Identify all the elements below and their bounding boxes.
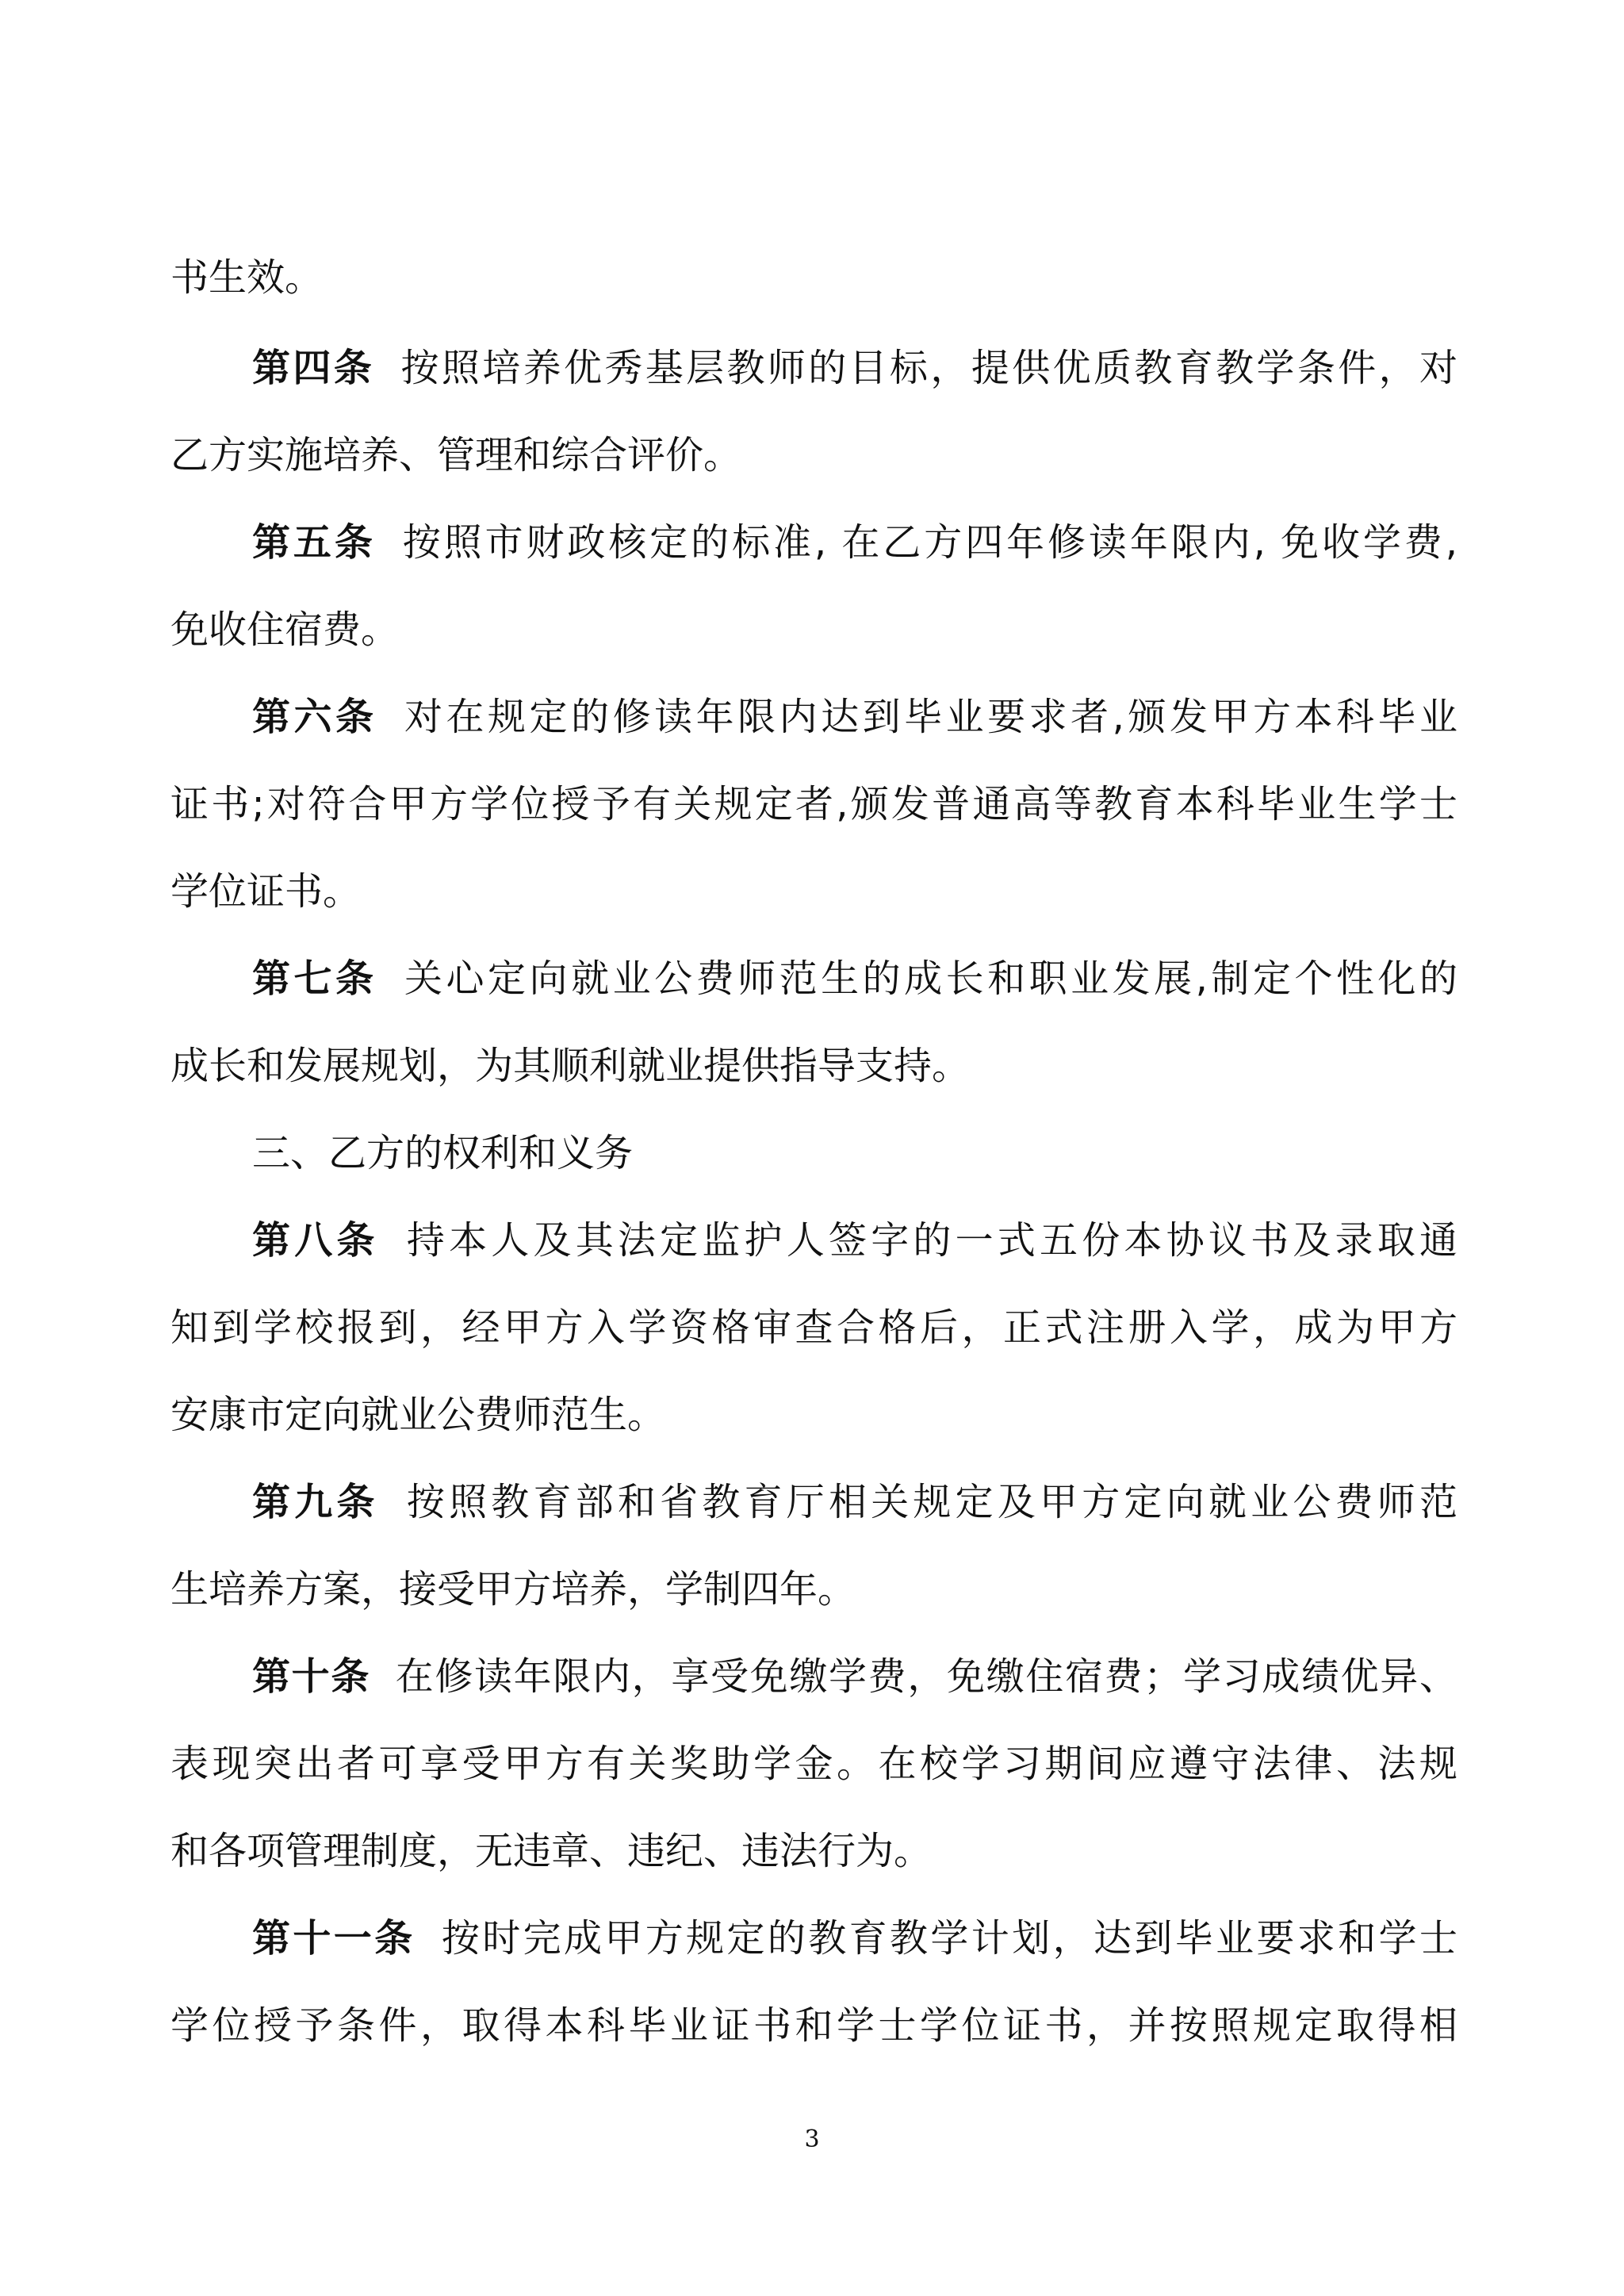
article-10-line: [252, 1653, 1457, 1700]
article-number: 第十一条: [252, 1916, 416, 1961]
text-line: [170, 606, 399, 654]
text-line: [170, 1827, 932, 1875]
text-line: [170, 1740, 1457, 1788]
text-line: [170, 868, 361, 915]
line-text: 按照市财政核定的标准, 在乙方四年修读年限内, 免收学费,: [399, 520, 1457, 565]
line-text: 免收住宿费。: [170, 608, 400, 652]
line-text: 关心定向就业公费师范生的成长和职业发展,制定个性化的: [400, 956, 1457, 1001]
article-4-line: [252, 344, 1457, 392]
article-6-line: [252, 693, 1457, 741]
article-number: 第四条: [252, 346, 375, 390]
line-text: 在修读年限内，享受免缴学费，免缴住宿费；学习成绩优异、: [394, 1654, 1457, 1699]
line-text: 表现突出者可享受甲方有关奖助学金。在校学习期间应遵守法律、法规: [170, 1742, 1457, 1786]
article-number: 第十条: [252, 1654, 370, 1699]
article-11-line: [252, 1915, 1457, 1962]
line-text: 知到学校报到，经甲方入学资格审查合格后，正式注册入学，成为甲方: [170, 1305, 1457, 1350]
article-number: 第九条: [252, 1480, 379, 1524]
line-text: 证书;对符合甲方学位授予有关规定者,颁发普通高等教育本科毕业生学士: [170, 782, 1457, 826]
text-line: [170, 1042, 970, 1090]
line-text: 按照培养优秀基层教师的目标，提供优质教育教学条件，对: [398, 346, 1457, 390]
article-7-line: [252, 955, 1457, 1002]
line-text: 学位授予条件，取得本科毕业证书和学士学位证书，并按照规定取得相: [170, 2003, 1457, 2048]
text-line: [170, 780, 1457, 828]
text-line: [170, 1566, 856, 1613]
section-heading-text: 三、乙方的权利和义务: [252, 1131, 634, 1175]
line-text: 生培养方案，接受甲方培养，学制四年。: [170, 1567, 856, 1612]
line-text: 和各项管理制度，无违章、违纪、违法行为。: [170, 1829, 933, 1873]
text-line: [170, 254, 323, 301]
line-text: 书生效。: [170, 255, 324, 300]
article-number: 第五条: [252, 520, 376, 565]
line-text: 按照教育部和省教育厅相关规定及甲方定向就业公费师范: [402, 1480, 1457, 1524]
article-number: 第六条: [252, 695, 377, 739]
article-5-line: [252, 519, 1457, 566]
section-heading: [252, 1129, 633, 1177]
text-line: [170, 431, 741, 479]
line-text: 学位证书。: [170, 869, 362, 914]
line-text: 乙方实施培养、管理和综合评价。: [170, 433, 742, 477]
line-text: 安康市定向就业公费师范生。: [170, 1393, 666, 1437]
line-text: 成长和发展规划，为其顺利就业提供指导支持。: [170, 1044, 971, 1088]
article-8-line: [252, 1217, 1457, 1264]
article-number: 第七条: [252, 956, 377, 1001]
page-number: 3: [804, 2125, 820, 2153]
text-line: [170, 2002, 1457, 2049]
line-text: 对在规定的修读年限内达到毕业要求者,颁发甲方本科毕业: [400, 695, 1457, 739]
text-line: [170, 1304, 1457, 1351]
line-text: 持本人及其法定监护人签字的一式五份本协议书及录取通: [402, 1218, 1457, 1263]
article-9-line: [252, 1478, 1457, 1526]
line-text: 按时完成甲方规定的教育教学计划，达到毕业要求和学士: [439, 1916, 1457, 1961]
article-number: 第八条: [252, 1218, 379, 1263]
text-line: [170, 1391, 665, 1439]
